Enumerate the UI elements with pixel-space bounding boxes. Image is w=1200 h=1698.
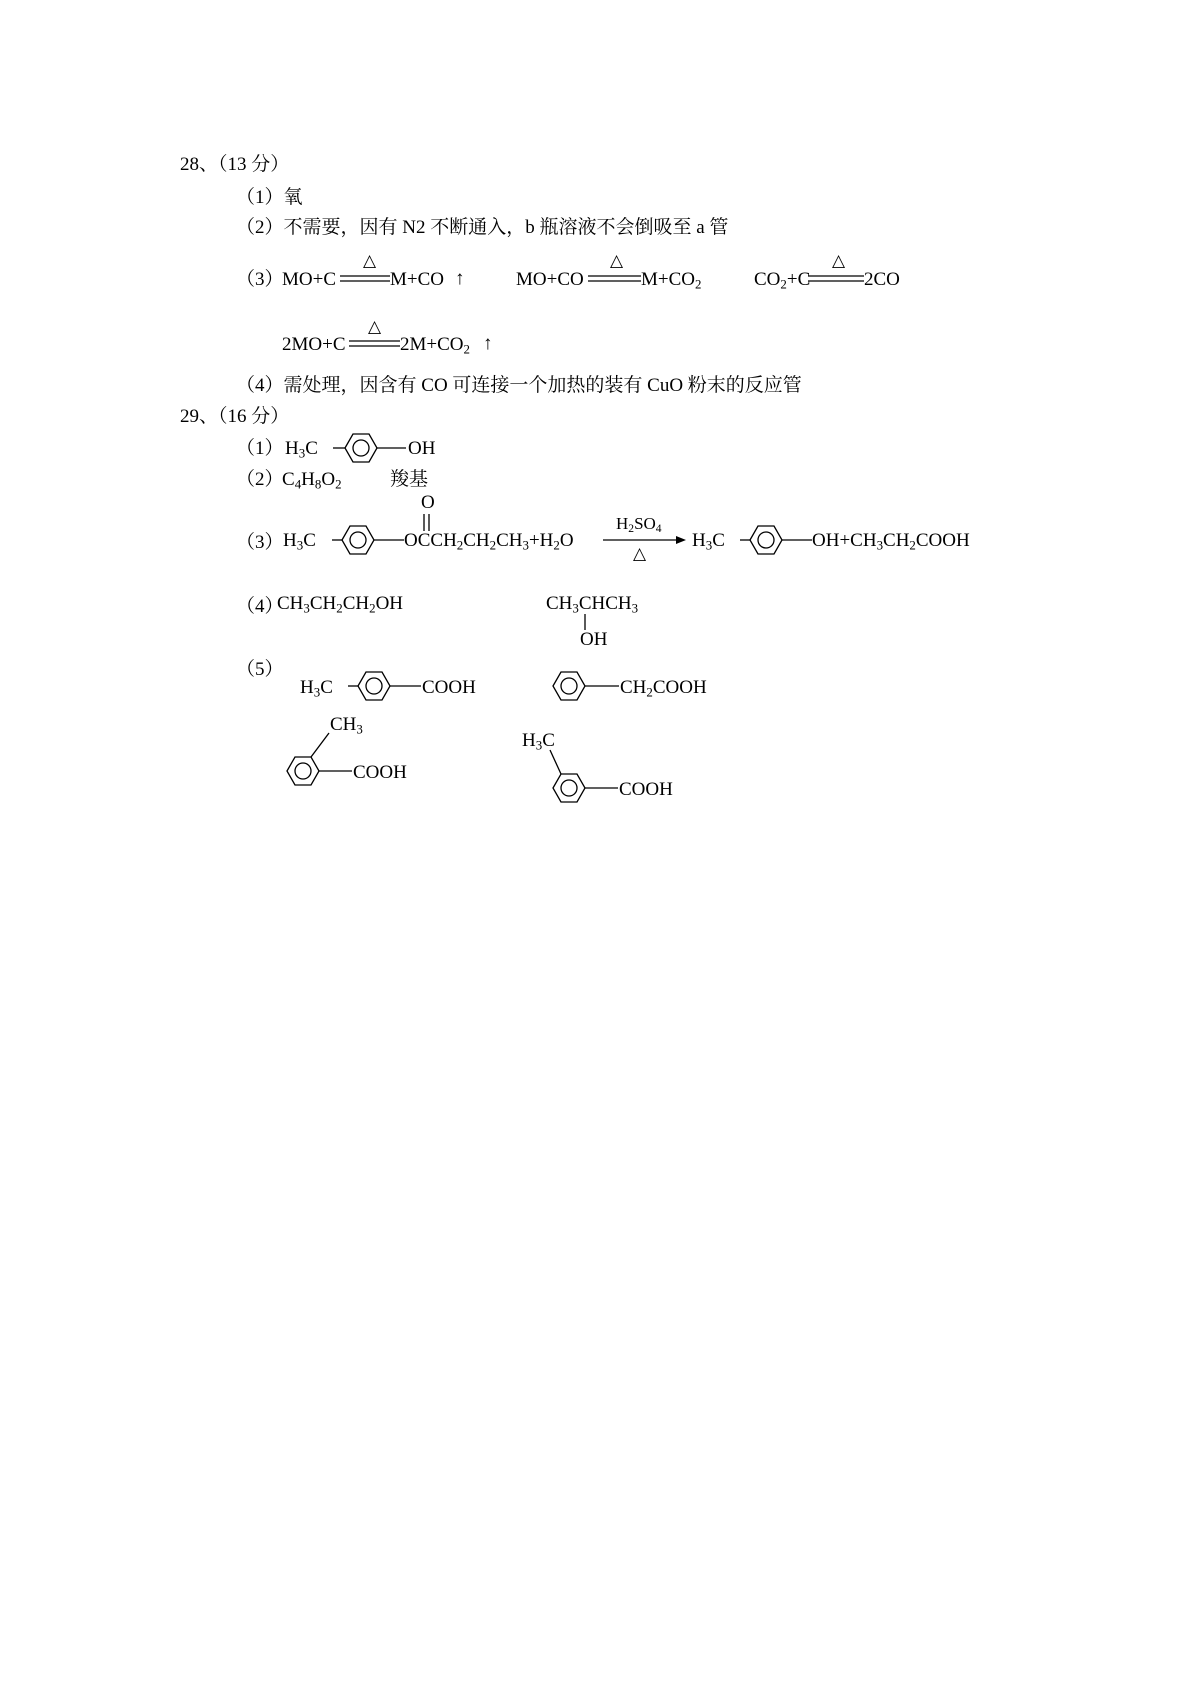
answer-text: 氧 xyxy=(283,187,303,208)
carbonyl-double-bond xyxy=(424,514,429,531)
hydroxyl-label: OH xyxy=(408,438,436,459)
heat-symbol: △ xyxy=(363,251,377,270)
equation-4-rhs: $2M+CO_2$ xyxy=(400,334,470,357)
equation-3-lhs: $CO_2+C$ xyxy=(754,269,811,292)
heat-symbol: △ xyxy=(633,544,647,563)
answer-number: （2） xyxy=(236,469,284,490)
isomer-1-carboxyl: COOH xyxy=(422,677,476,698)
benzene-ring xyxy=(740,526,812,554)
benzene-ring xyxy=(333,434,406,462)
answer-text: 需处理，因含有 CO 可连接一个加热的装有 CuO 粉末的反应管 xyxy=(283,375,802,396)
q29-title: 29、（16 分） xyxy=(180,406,290,427)
catalyst-label: $H_2SO_4$ xyxy=(616,514,662,536)
answer-number: （3） xyxy=(236,269,284,290)
equation-3-rhs: 2CO xyxy=(864,269,900,290)
molecular-formula: $C_4H_8O_2$ xyxy=(282,469,342,492)
heat-symbol: △ xyxy=(368,317,382,336)
isomer-2-chain: $CH_2COOH$ xyxy=(620,677,707,700)
answer-number: （1） xyxy=(236,438,284,459)
equals-sign xyxy=(349,341,400,346)
equals-sign xyxy=(588,276,641,281)
heat-symbol: △ xyxy=(610,251,624,270)
benzene-ring xyxy=(287,733,352,785)
isopropanol-hydroxyl: OH xyxy=(580,629,608,650)
reactant-methyl-label: $H_3C$ xyxy=(283,530,316,553)
propanol-formula: $CH_3CH_2CH_2OH$ xyxy=(277,593,404,616)
answer-number: （4） xyxy=(236,375,284,396)
equation-1-lhs: MO+C xyxy=(282,269,337,290)
benzene-ring xyxy=(348,672,421,700)
isomer-4-carboxyl: COOH xyxy=(619,779,673,800)
q28-title: 28、（13 分） xyxy=(180,154,290,175)
gas-up-arrow: ↑ xyxy=(455,268,465,289)
isomer-1-methyl: $H_3C$ xyxy=(300,677,333,700)
answer-number: （5） xyxy=(236,659,284,680)
answer-number: （1） xyxy=(236,187,284,208)
benzene-ring xyxy=(332,526,404,554)
carbonyl-oxygen: O xyxy=(421,492,435,513)
ester-chain: $OCCH_2CH_2CH_3+H_2O$ xyxy=(404,530,574,553)
isomer-4-methyl: $H_3C$ xyxy=(522,730,555,753)
isomer-3-carboxyl: COOH xyxy=(353,762,407,783)
benzene-ring xyxy=(550,750,618,802)
product-chain: $OH+CH_3CH_2COOH$ xyxy=(812,530,970,553)
methyl-label: $H_3C$ xyxy=(285,438,318,461)
answer-text: 不需要，因有 N2 不断通入，b 瓶溶液不会倒吸至 a 管 xyxy=(283,217,729,238)
answer-number: （4） xyxy=(236,596,284,617)
answer-number: （2） xyxy=(236,217,284,238)
product-methyl-label: $H_3C$ xyxy=(692,530,725,553)
benzene-ring xyxy=(553,672,619,700)
heat-symbol: △ xyxy=(832,251,846,270)
equation-4-lhs: 2MO+C xyxy=(282,334,346,355)
reaction-arrow xyxy=(603,536,686,544)
equation-1-rhs: M+CO xyxy=(390,269,445,290)
gas-up-arrow: ↑ xyxy=(483,333,493,354)
equation-2-rhs: $M+CO_2$ xyxy=(641,269,702,292)
equals-sign xyxy=(340,276,390,281)
equation-2-lhs: MO+CO xyxy=(516,269,584,290)
isomer-3-methyl: $CH_3$ xyxy=(330,714,363,737)
answer-number: （3） xyxy=(236,532,284,553)
isopropanol-formula: $CH_3CHCH_3$ xyxy=(546,593,639,616)
functional-group-name: 羧基 xyxy=(390,469,429,490)
equals-sign xyxy=(808,276,864,281)
